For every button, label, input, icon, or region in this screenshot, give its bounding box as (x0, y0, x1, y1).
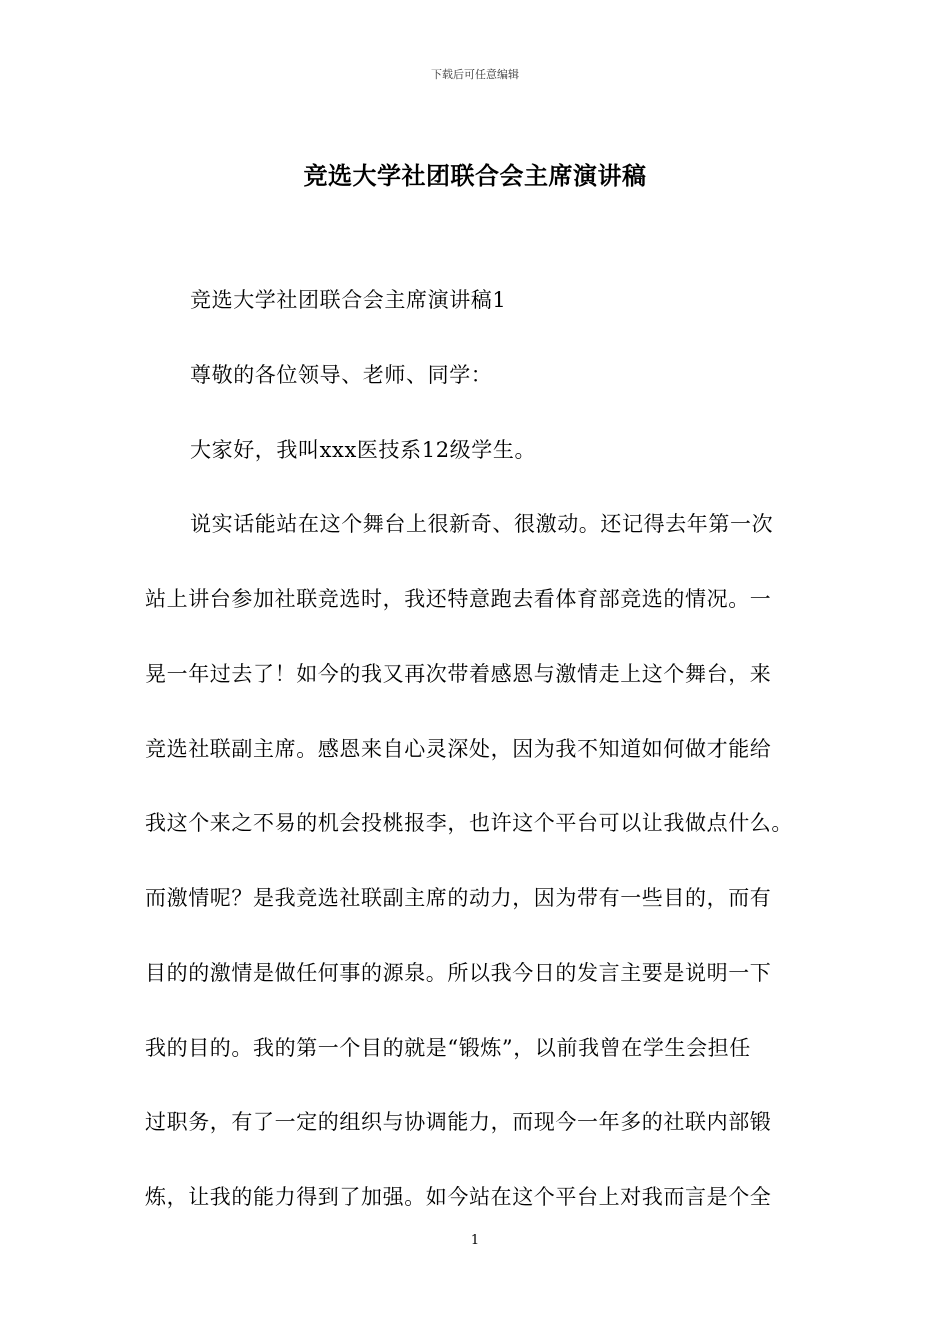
body-line: 而激情呢？是我竞选社联副主席的动力，因为带有一些目的，而有 (145, 886, 772, 910)
intro-paragraph: 大家好，我叫xxx医技系12级学生。 (190, 438, 537, 462)
speech-subtitle: 竞选大学社团联合会主席演讲稿1 (190, 288, 507, 312)
greeting: 尊敬的各位领导、老师、同学： (190, 363, 493, 387)
document-title: 竞选大学社团联合会主席演讲稿 (303, 161, 647, 190)
body-line: 说实话能站在这个舞台上很新奇、很激动。还记得去年第一次 (190, 512, 774, 536)
body-line: 我的目的。我的第一个目的就是“锻炼”，以前我曾在学生会担任 (145, 1036, 751, 1060)
header-note: 下载后可任意编辑 (431, 68, 519, 81)
body-line: 炼，让我的能力得到了加强。如今站在这个平台上对我而言是个全 (145, 1185, 772, 1209)
body-line: 站上讲台参加社联竞选时，我还特意跑去看体育部竞选的情况。一 (145, 587, 772, 611)
body-line: 目的的激情是做任何事的源泉。所以我今日的发言主要是说明一下 (145, 961, 772, 985)
body-line: 晃一年过去了！如今的我又再次带着感恩与激情走上这个舞台，来 (145, 662, 772, 686)
body-line: 竞选社联副主席。感恩来自心灵深处，因为我不知道如何做才能给 (145, 737, 772, 761)
page-number: 1 (470, 1233, 480, 1248)
body-line: 我这个来之不易的机会投桃报李，也许这个平台可以让我做点什么。 (145, 811, 793, 835)
body-line: 过职务，有了一定的组织与协调能力，而现今一年多的社联内部锻 (145, 1110, 772, 1134)
